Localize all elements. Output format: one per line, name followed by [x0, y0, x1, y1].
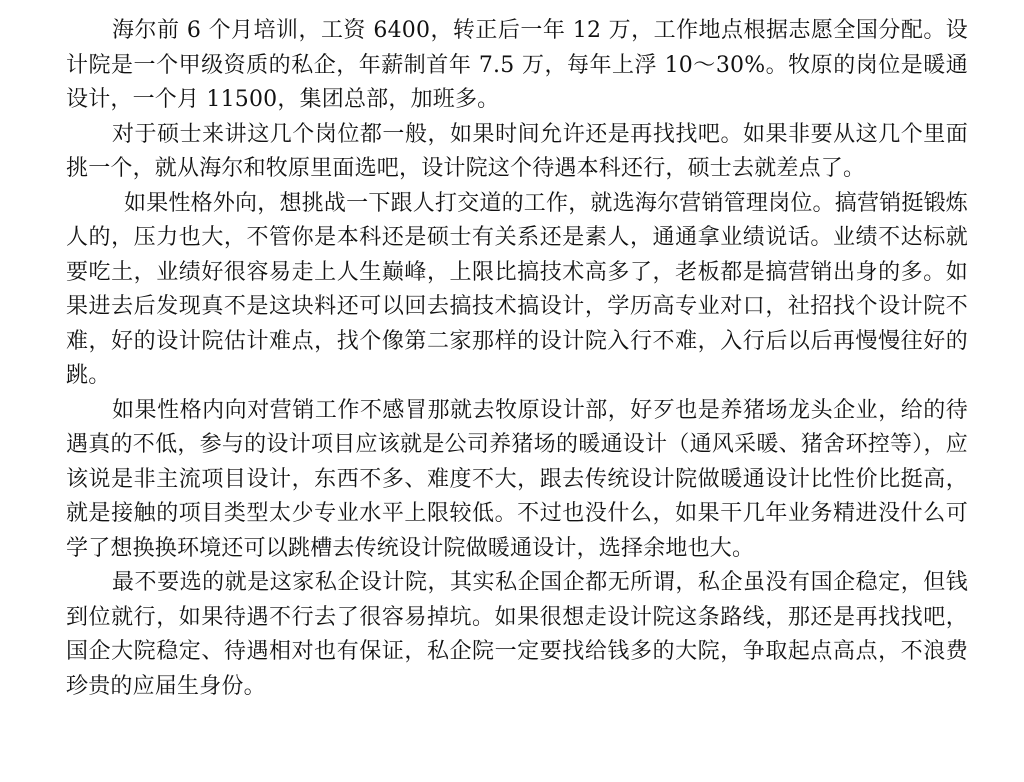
paragraph-job-offers: 海尔前 6 个月培训，工资 6400，转正后一年 12 万，工作地点根据志愿全国分配。设计院是一个甲级资质的私企，年薪制首年 7.5 万，每年上浮 10～30%。牧原的岗位是暖通设计，一个月 11500，集团总部，加班多。	[66, 18, 968, 112]
paragraph-introvert-option: 如果性格内向对营销工作不感冒那就去牧原设计部，好歹也是养猪场龙头企业，给的待遇真的不低，参与的设计项目应该就是公司养猪场的暖通设计（通风采暖、猪舍环控等），应该说是非主流项目设计，东西不多、难度不大，跟去传统设计院做暖通设计比性价比挺高，就是接触的项目类型太少专业水平上限较低。不过也没什么，如果干几年业务精进没什么可学了想换换环境还可以跳槽去传统设计院做暖通设计，选择余地也大。	[66, 397, 968, 561]
paragraph-extrovert-option: 如果性格外向，想挑战一下跟人打交道的工作，就选海尔营销管理岗位。搞营销挺锻炼人的，压力也大，不管你是本科还是硕士有关系还是素人，通通拿业绩说话。业绩不达标就要吃土，业绩好很容易走上人生巅峰，上限比搞技术高多了，老板都是搞营销出身的多。如果进去后发现真不是这块料还可以回去搞技术搞设计，学历高专业对口，社招找个设计院不难，好的设计院估计难点，找个像第二家那样的设计院入行不难，入行后以后再慢慢往好的跳。	[66, 190, 968, 388]
paragraph-master-advice: 对于硕士来讲这几个岗位都一般，如果时间允许还是再找找吧。如果非要从这几个里面挑一个，就从海尔和牧原里面选吧，设计院这个待遇本科还行，硕士去就差点了。	[66, 121, 968, 181]
paragraph-avoid-private-firm: 最不要选的就是这家私企设计院，其实私企国企都无所谓，私企虽没有国企稳定，但钱到位就行，如果待遇不行去了很容易掉坑。如果很想走设计院这条路线，那还是再找找吧，国企大院稳定、待遇相对也有保证，私企院一定要找给钱多的大院，争取起点高点，不浪费珍贵的应届生身份。	[66, 570, 968, 699]
document-body	[66, 14, 968, 704]
